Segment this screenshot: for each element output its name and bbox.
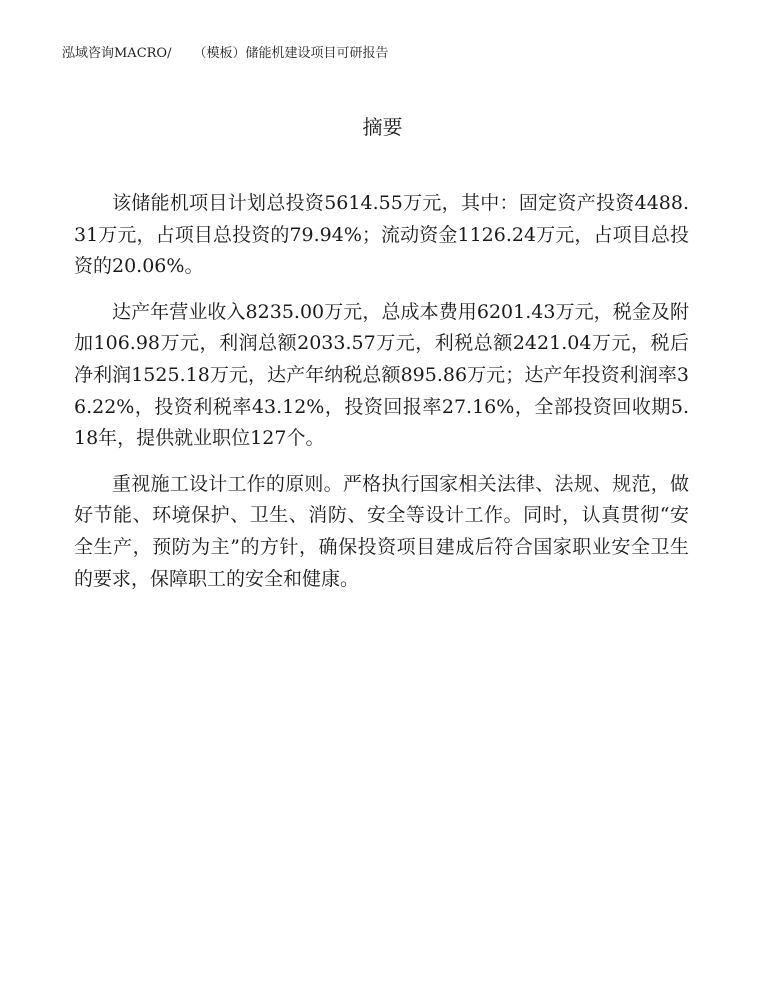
section-title: 摘要: [362, 115, 403, 139]
paragraph-financials: 达产年营业收入8235.00万元，总成本费用6201.43万元，税金及附加106.98万元，利润总额2033.57万元，利税总额2421.04万元，税后净利润1525.18万元，达产年纳税总额895.86万元；达产年投资利润率36.22%，投资利税率43.12%，投资回报率27.16%，全部投资回收期5.18年，提供就业职位127个。: [74, 300, 689, 450]
header-document-title: （模板）储能机建设项目可研报告: [193, 46, 389, 61]
header-company: 泓域咨询MACRO/: [62, 46, 172, 61]
paragraph-design-principles: 重视施工设计工作的原则。严格执行国家相关法律、法规、规范，做好节能、环境保护、卫生、消防、安全等设计工作。同时，认真贯彻“安全生产，预防为主”的方针，确保投资项目建成后符合国家职业安全卫生的要求，保障职工的安全和健康。: [74, 472, 689, 590]
abstract-body: [74, 188, 689, 609]
page-header: [62, 42, 389, 61]
paragraph-investment: 该储能机项目计划总投资5614.55万元，其中：固定资产投资4488.31万元，占项目总投资的79.94%；流动资金1126.24万元，占项目总投资的20.06%。: [74, 192, 689, 278]
